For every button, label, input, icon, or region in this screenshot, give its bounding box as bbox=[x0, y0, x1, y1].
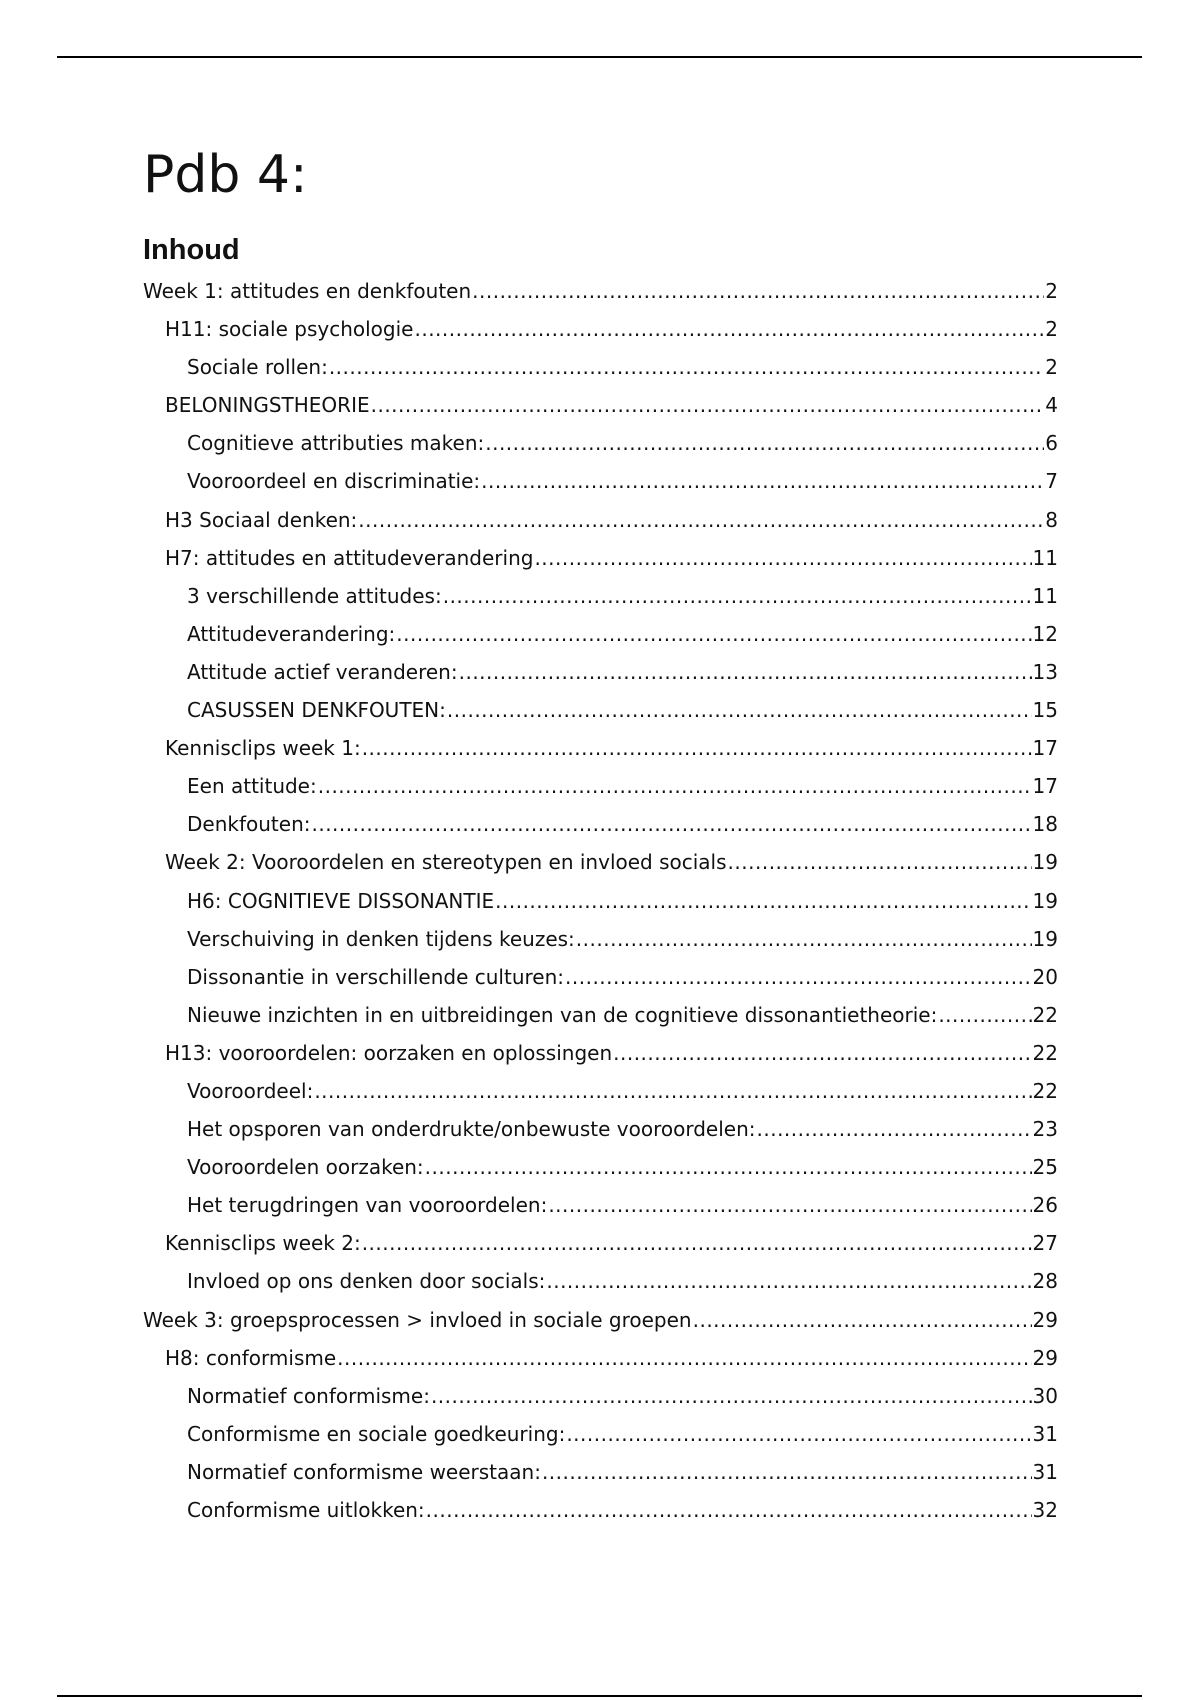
toc-dot-leader bbox=[576, 920, 1032, 958]
toc-page-number: 12 bbox=[1032, 621, 1058, 646]
toc-entry[interactable] bbox=[143, 1072, 1058, 1110]
toc-entry[interactable] bbox=[143, 1491, 1058, 1529]
toc-entry[interactable] bbox=[143, 729, 1058, 767]
table-of-contents bbox=[143, 272, 1058, 1529]
toc-page-number: 17 bbox=[1032, 774, 1058, 799]
footer-rule bbox=[57, 1695, 1142, 1697]
toc-page-number: 18 bbox=[1032, 812, 1058, 837]
toc-entry[interactable] bbox=[143, 310, 1058, 348]
toc-page-number: 25 bbox=[1032, 1155, 1058, 1180]
toc-dot-leader bbox=[362, 1224, 1032, 1262]
toc-page-number: 32 bbox=[1032, 1498, 1058, 1522]
toc-entry[interactable] bbox=[143, 882, 1058, 920]
toc-entry[interactable] bbox=[143, 996, 1058, 1034]
toc-entry[interactable] bbox=[143, 539, 1058, 577]
toc-dot-leader bbox=[459, 653, 1032, 691]
toc-dot-leader bbox=[728, 843, 1032, 881]
toc-page-number: 22 bbox=[1032, 1002, 1058, 1027]
toc-entry[interactable] bbox=[143, 1453, 1058, 1491]
toc-dot-leader bbox=[566, 1415, 1031, 1453]
toc-entry[interactable] bbox=[143, 767, 1058, 805]
toc-page-number: 31 bbox=[1032, 1421, 1058, 1446]
toc-entry-title: H3 Sociaal denken: bbox=[165, 507, 358, 532]
toc-entry[interactable] bbox=[143, 462, 1058, 500]
toc-entry[interactable] bbox=[143, 424, 1058, 462]
toc-dot-leader bbox=[318, 767, 1032, 805]
toc-page-number: 28 bbox=[1032, 1269, 1058, 1294]
toc-page-number: 11 bbox=[1032, 583, 1058, 608]
toc-entry[interactable] bbox=[143, 615, 1058, 653]
toc-entry[interactable] bbox=[143, 843, 1058, 881]
toc-entry-title: Vooroordeel en discriminatie: bbox=[187, 469, 481, 494]
toc-entry[interactable] bbox=[143, 1148, 1058, 1186]
toc-dot-leader bbox=[938, 996, 1031, 1034]
toc-page-number: 19 bbox=[1032, 888, 1058, 913]
toc-entry[interactable] bbox=[143, 272, 1058, 310]
toc-entry-title: Week 3: groepsprocessen > invloed in sociale groepen bbox=[143, 1307, 692, 1332]
toc-page-number: 29 bbox=[1032, 1345, 1058, 1370]
toc-entry-title: H6: COGNITIEVE DISSONANTIE bbox=[187, 888, 495, 913]
toc-entry[interactable] bbox=[143, 653, 1058, 691]
toc-entry[interactable] bbox=[143, 1301, 1058, 1339]
toc-dot-leader bbox=[358, 501, 1044, 539]
toc-page-number: 11 bbox=[1032, 545, 1058, 570]
toc-page-number: 30 bbox=[1032, 1383, 1058, 1408]
toc-dot-leader bbox=[565, 958, 1032, 996]
toc-entry[interactable] bbox=[143, 577, 1058, 615]
toc-entry-title: Het opsporen van onderdrukte/onbewuste vooroordelen: bbox=[187, 1117, 756, 1142]
toc-page-number: 22 bbox=[1032, 1040, 1058, 1065]
toc-entry-title: BELONINGSTHEORIE bbox=[165, 393, 370, 418]
toc-entry-title: H11: sociale psychologie bbox=[165, 317, 414, 342]
toc-entry-title: Verschuiving in denken tijdens keuzes: bbox=[187, 926, 575, 951]
toc-entry[interactable] bbox=[143, 1186, 1058, 1224]
toc-page-number: 29 bbox=[1032, 1307, 1058, 1332]
toc-page-number: 6 bbox=[1045, 431, 1058, 456]
toc-page-number: 27 bbox=[1032, 1231, 1058, 1256]
toc-page-number: 2 bbox=[1045, 317, 1058, 342]
toc-entry-title: Kennisclips week 1: bbox=[165, 736, 361, 761]
toc-page-number: 15 bbox=[1032, 698, 1058, 723]
toc-entry-title: Vooroordeel: bbox=[187, 1078, 314, 1103]
toc-dot-leader bbox=[426, 1491, 1032, 1529]
toc-entry[interactable] bbox=[143, 1415, 1058, 1453]
toc-dot-leader bbox=[495, 882, 1031, 920]
toc-entry-title: Sociale rollen: bbox=[187, 355, 328, 380]
toc-entry-title: Conformisme uitlokken: bbox=[187, 1498, 425, 1522]
toc-page-number: 26 bbox=[1032, 1193, 1058, 1218]
toc-entry-title: Cognitieve attributies maken: bbox=[187, 431, 485, 456]
toc-dot-leader bbox=[396, 615, 1031, 653]
toc-dot-leader bbox=[443, 577, 1032, 615]
toc-page-number: 23 bbox=[1032, 1117, 1058, 1142]
toc-entry[interactable] bbox=[143, 501, 1058, 539]
toc-entry-title: H13: vooroordelen: oorzaken en oplossingen bbox=[165, 1040, 613, 1065]
toc-entry-title: Vooroordelen oorzaken: bbox=[187, 1155, 424, 1180]
toc-entry[interactable] bbox=[143, 691, 1058, 729]
toc-dot-leader bbox=[542, 1453, 1032, 1491]
toc-entry-title: CASUSSEN DENKFOUTEN: bbox=[187, 698, 446, 723]
toc-entry-title: Normatief conformisme: bbox=[187, 1383, 430, 1408]
toc-entry-title: H8: conformisme bbox=[165, 1345, 337, 1370]
toc-dot-leader bbox=[425, 1148, 1032, 1186]
toc-entry-title: Een attitude: bbox=[187, 774, 317, 799]
toc-dot-leader bbox=[613, 1034, 1031, 1072]
toc-page-number: 4 bbox=[1045, 393, 1058, 418]
document-title: Pdb 4: bbox=[143, 145, 308, 205]
toc-page-number: 2 bbox=[1045, 279, 1058, 303]
toc-dot-leader bbox=[472, 272, 1044, 310]
toc-entry-title: Week 1: attitudes en denkfouten bbox=[143, 279, 472, 303]
toc-dot-leader bbox=[481, 462, 1044, 500]
toc-dot-leader bbox=[693, 1301, 1032, 1339]
toc-dot-leader bbox=[485, 424, 1044, 462]
toc-entry-title: Normatief conformisme weerstaan: bbox=[187, 1459, 541, 1484]
page-content bbox=[143, 140, 1058, 1529]
toc-dot-leader bbox=[371, 386, 1045, 424]
toc-page-number: 22 bbox=[1032, 1078, 1058, 1103]
toc-page-number: 8 bbox=[1045, 507, 1058, 532]
toc-entry-title: Attitude actief veranderen: bbox=[187, 659, 458, 684]
toc-heading: Inhoud bbox=[143, 234, 240, 266]
toc-page-number: 2 bbox=[1045, 355, 1058, 380]
toc-entry-title: Kennisclips week 2: bbox=[165, 1231, 361, 1256]
toc-dot-leader bbox=[329, 348, 1044, 386]
toc-entry-title: H7: attitudes en attitudeverandering bbox=[165, 545, 534, 570]
toc-entry-title: Denkfouten: bbox=[187, 812, 311, 837]
toc-entry[interactable] bbox=[143, 1377, 1058, 1415]
header-rule bbox=[57, 56, 1142, 58]
toc-entry-title: Week 2: Vooroordelen en stereotypen en invloed socials bbox=[165, 850, 727, 875]
toc-entry[interactable] bbox=[143, 1110, 1058, 1148]
toc-dot-leader bbox=[362, 729, 1032, 767]
toc-page-number: 13 bbox=[1032, 659, 1058, 684]
toc-entry-title: 3 verschillende attitudes: bbox=[187, 583, 442, 608]
toc-page-number: 7 bbox=[1045, 469, 1058, 494]
toc-dot-leader bbox=[447, 691, 1032, 729]
toc-entry[interactable] bbox=[143, 348, 1058, 386]
toc-entry[interactable] bbox=[143, 1224, 1058, 1262]
toc-dot-leader bbox=[534, 539, 1031, 577]
toc-page-number: 20 bbox=[1032, 964, 1058, 989]
toc-dot-leader bbox=[548, 1186, 1031, 1224]
toc-entry[interactable] bbox=[143, 1339, 1058, 1377]
toc-entry-title: Het terugdringen van vooroordelen: bbox=[187, 1193, 548, 1218]
toc-entry-title: Attitudeverandering: bbox=[187, 621, 396, 646]
toc-dot-leader bbox=[314, 1072, 1031, 1110]
toc-page-number: 19 bbox=[1032, 850, 1058, 875]
toc-entry-title: Dissonantie in verschillende culturen: bbox=[187, 964, 565, 989]
toc-entry[interactable] bbox=[143, 1262, 1058, 1300]
toc-entry-title: Conformisme en sociale goedkeuring: bbox=[187, 1421, 566, 1446]
toc-entry[interactable] bbox=[143, 920, 1058, 958]
toc-entry[interactable] bbox=[143, 958, 1058, 996]
toc-dot-leader bbox=[311, 805, 1031, 843]
toc-page-number: 31 bbox=[1032, 1459, 1058, 1484]
toc-dot-leader bbox=[337, 1339, 1031, 1377]
toc-dot-leader bbox=[546, 1262, 1031, 1300]
toc-dot-leader bbox=[431, 1377, 1032, 1415]
toc-entry[interactable] bbox=[143, 1034, 1058, 1072]
toc-entry[interactable] bbox=[143, 386, 1058, 424]
toc-entry-title: Nieuwe inzichten in en uitbreidingen van de cognitieve dissonantietheorie: bbox=[187, 1002, 938, 1027]
toc-dot-leader bbox=[414, 310, 1044, 348]
toc-page-number: 19 bbox=[1032, 926, 1058, 951]
toc-dot-leader bbox=[757, 1110, 1032, 1148]
toc-page-number: 17 bbox=[1032, 736, 1058, 761]
toc-entry-title: Invloed op ons denken door socials: bbox=[187, 1269, 546, 1294]
toc-entry[interactable] bbox=[143, 805, 1058, 843]
